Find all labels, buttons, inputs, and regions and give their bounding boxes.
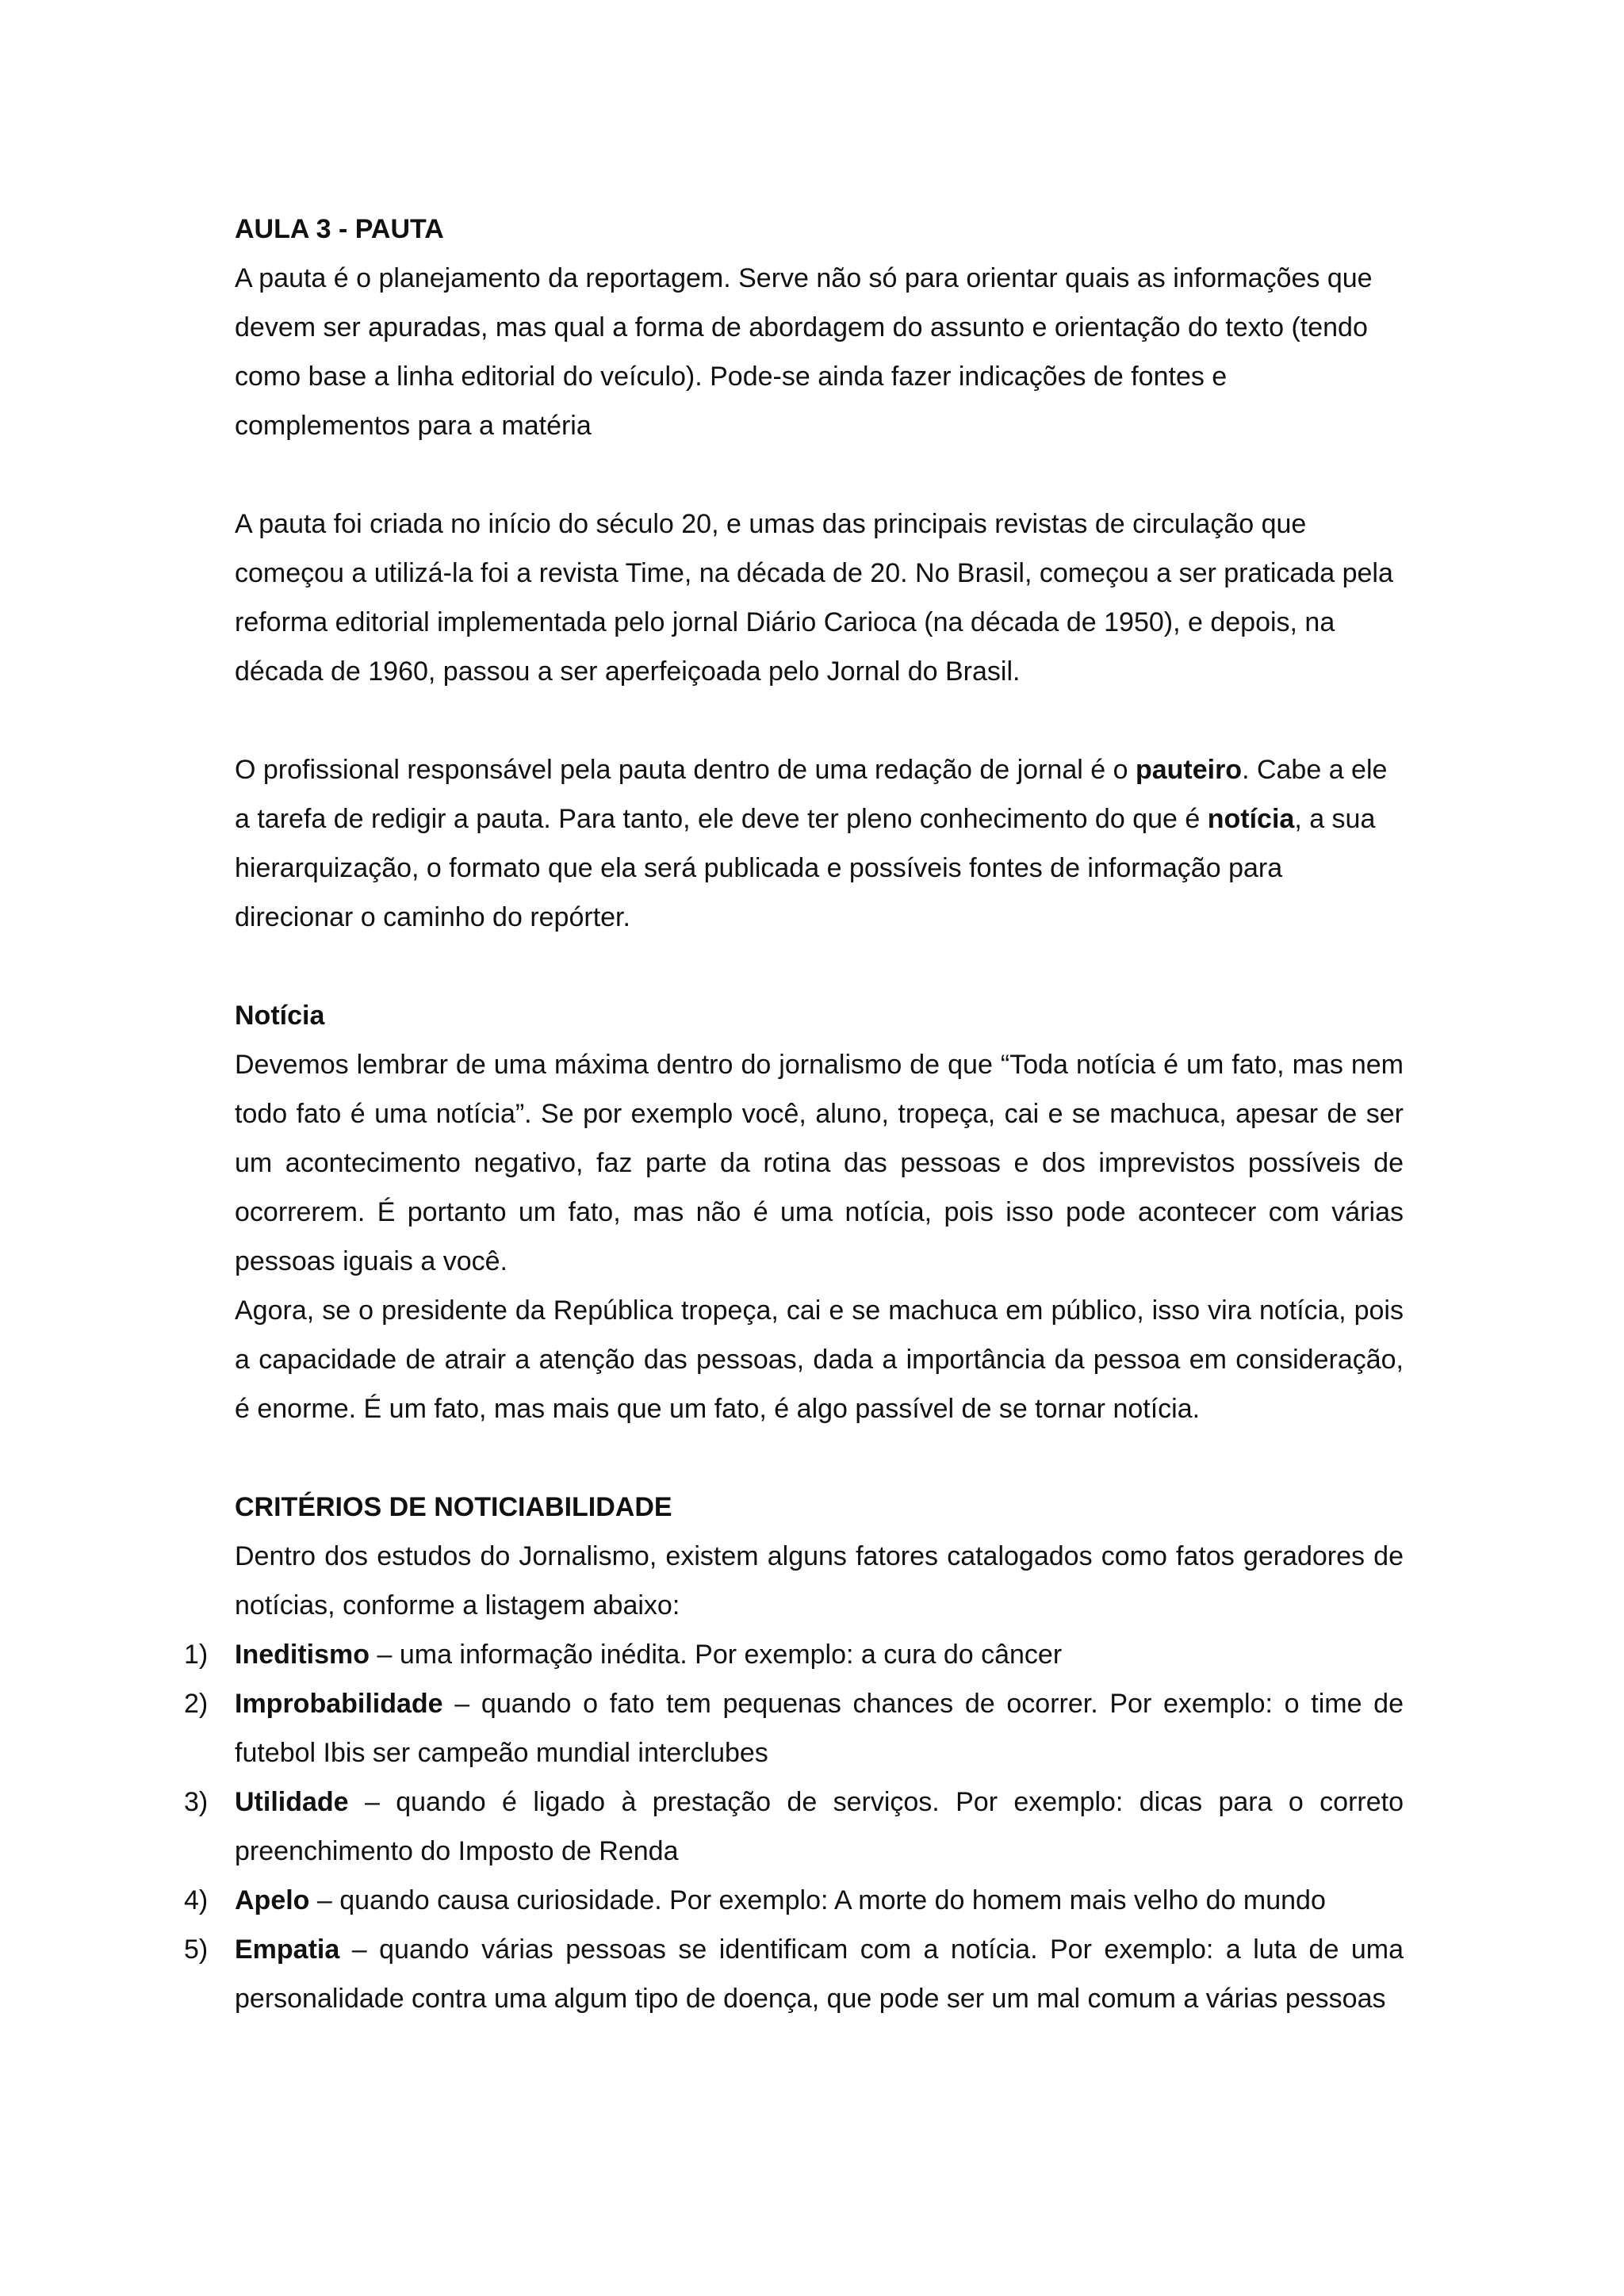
list-item-text: – quando causa curiosidade. Por exemplo: A morte do homem mais velho do mundo [309,1885,1326,1915]
list-item-number: 2) [184,1689,209,1719]
paragraph-criterios-intro: Dentro dos estudos do Jornalismo, existem alguns fatores catalogados como fatos geradores de notícias, conforme a listagem abaixo: [235,1541,1404,1621]
spacer [235,942,1404,991]
list-item-term: Apelo [235,1885,310,1915]
list-item [184,1925,1404,2023]
term-pauteiro: pauteiro [1135,755,1243,785]
list-item-text: – quando é ligado à prestação de serviços. Por exemplo: dicas para o correto preenchimento do Imposto de Renda [235,1787,1404,1866]
list-item-term: Utilidade [235,1787,349,1817]
criteria-list [184,1630,1404,2023]
list-item-number: 1) [184,1640,209,1670]
list-item-number: 3) [184,1787,209,1817]
list-item-term: Empatia [235,1934,340,1965]
spacer [235,1433,1404,1483]
list-item-term: Improbabilidade [235,1689,443,1719]
section-heading-noticia: Notícia [235,1001,325,1031]
spacer [235,450,1404,499]
paragraph-pauteiro-text-c: , a sua hierarquização, o formato que ela será publicada e possíveis fontes de informação para direcionar o caminho do repórter. [235,804,1376,932]
list-item [184,1777,1404,1876]
paragraph-pauteiro-text-a: O profissional responsável pela pauta dentro de uma redação de jornal é o [235,755,1136,785]
paragraph-pauteiro [235,745,1404,942]
paragraph-noticia-presidente: Agora, se o presidente da República tropeça, cai e se machuca em público, isso vira notícia, pois a capacidade de atrair a atenção das pessoas, dada a importância da pessoa em consideração, é enorme. É um fato, mas mais que um fato, é algo passível de se tornar notícia. [235,1295,1404,1424]
paragraph-pauta-definition: A pauta é o planejamento da reportagem. Serve não só para orientar quais as informações que devem ser apuradas, mas qual a forma de abordagem do assunto e orientação do texto (tendo como base a linha editorial do veículo). Pode-se ainda fazer indicações de fontes e complementos para a matéria [235,263,1373,441]
list-item-number: 4) [184,1885,209,1915]
list-item-text: – quando várias pessoas se identificam com a notícia. Por exemplo: a luta de uma personalidade contra uma algum tipo de doença, que pode ser um mal comum a várias pessoas [235,1934,1404,2014]
list-item-term: Ineditismo [235,1640,370,1670]
spacer [235,696,1404,745]
paragraph-noticia-maxima: Devemos lembrar de uma máxima dentro do jornalismo de que “Toda notícia é um fato, mas nem todo fato é uma notícia”. Se por exemplo você, aluno, tropeça, cai e se machuca, apesar de ser um acontecimento negativo, faz parte da rotina das pessoas e dos imprevistos possíveis de ocorrerem. É portanto um fato, mas não é uma notícia, pois isso pode acontecer com várias pessoas iguais a você. [235,1050,1404,1276]
paragraph-pauta-history: A pauta foi criada no início do século 20, e umas das principais revistas de circulação que começou a utilizá-la foi a revista Time, na década de 20. No Brasil, começou a ser praticada pela reforma editorial implementada pelo jornal Diário Carioca (na década de 1950), e depois, na década de 1960, passou a ser aperfeiçoada pelo Jornal do Brasil. [235,509,1393,687]
list-item [184,1630,1404,1679]
list-item-number: 5) [184,1934,209,1965]
term-noticia: notícia [1207,804,1295,834]
list-item [184,1876,1404,1925]
paragraph-pauteiro-text-b: . Cabe a ele a tarefa de redigir a pauta. Para tanto, ele deve ter pleno conhecimento do que é [235,755,1388,834]
lesson-title: AULA 3 - PAUTA [235,214,444,244]
document-page [184,205,1404,2023]
list-item [184,1679,1404,1777]
list-item-text: – quando o fato tem pequenas chances de ocorrer. Por exemplo: o time de futebol Ibis ser campeão mundial interclubes [235,1689,1404,1768]
list-item-text: – uma informação inédita. Por exemplo: a cura do câncer [370,1640,1063,1670]
section-heading-criterios: CRITÉRIOS DE NOTICIABILIDADE [235,1492,672,1522]
